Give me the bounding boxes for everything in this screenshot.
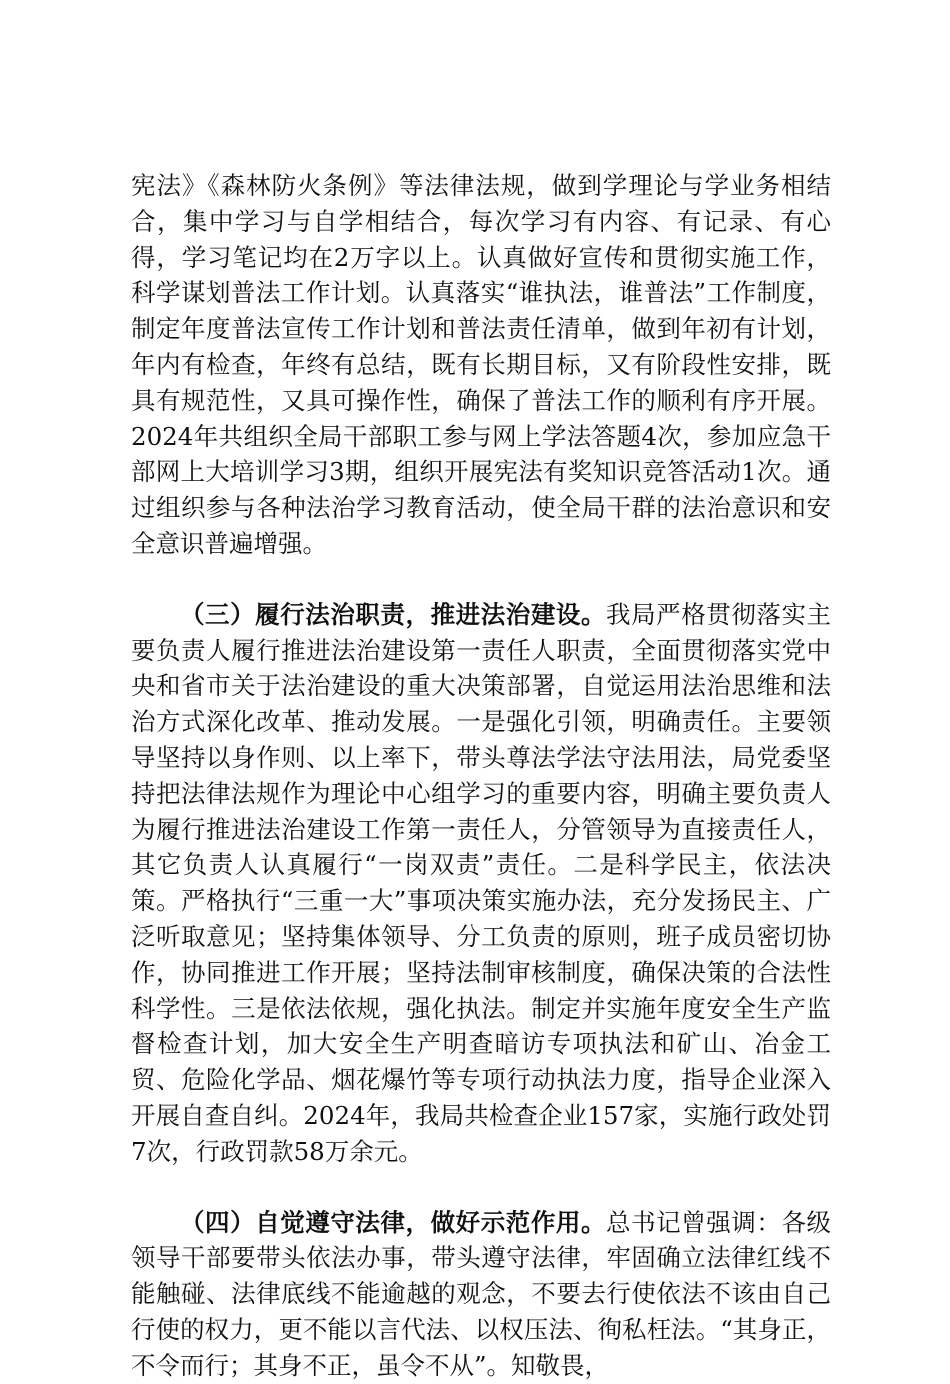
paragraph-3 [131, 1205, 831, 1384]
paragraph-1-body: 宪法》《森林防火条例》等法律法规，做到学理论与学业务相结合，集中学习与自学相结合，每次学习有内容、有记录、有心得，学习笔记均在2万字以上。认真做好宣传和贯彻实施工作，科学谋划普法工作计划。认真落实“谁执法，谁普法”工作制度，制定年度普法宣传工作计划和普法责任清单，做到年初有计划，年内有检查，年终有总结，既有长期目标，又有阶段性安排，既具有规范性，又具可操作性，确保了普法工作的顺利有序开展。2024年共组织全局干部职工参与网上学法答题4次，参加应急干部网上大培训学习3期，组织开展宪法有奖知识竞答活动1次。通过组织参与各种法治学习教育活动，使全局干群的法治意识和安全意识普遍增强。 [131, 171, 831, 558]
section-4-heading: （四）自觉遵守法律，做好示范作用。 [180, 1207, 607, 1237]
document-page [131, 168, 831, 1384]
section-3-heading: （三）履行法治职责，推进法治建设。 [180, 599, 607, 629]
paragraph-2-body: 我局严格贯彻落实主要负责人履行推进法治建设第一责任人职责，全面贯彻落实党中央和省市关于法治建设的重大决策部署，自觉运用法治思维和法治方式深化改革、推动发展。一是强化引领，明确责任。主要领导坚持以身作则、以上率下，带头尊法学法守法用法，局党委坚持把法律法规作为理论中心组学习的重要内容，明确主要负责人为履行推进法治建设工作第一责任人，分管领导为直接责任人，其它负责人认真履行“一岗双责”责任。二是科学民主，依法决策。严格执行“三重一大”事项决策实施办法，充分发扬民主、广泛听取意见；坚持集体领导、分工负责的原则，班子成员密切协作，协同推进工作开展；坚持法制审核制度，确保决策的合法性科学性。三是依法依规，强化执法。制定并实施年度安全生产监督检查计划，加大安全生产明查暗访专项执法和矿山、冶金工贸、危险化学品、烟花爆竹等专项行动执法力度，指导企业深入开展自查自纠。2024年，我局共检查企业157家，实施行政处罚7次，行政罚款58万余元。 [131, 599, 832, 1166]
paragraph-1 [131, 168, 831, 562]
paragraph-2 [131, 597, 831, 1170]
paragraph-3-body: 总书记曾强调：各级领导干部要带头依法办事，带头遵守法律，牢固确立法律红线不能触碰、法律底线不能逾越的观念，不要去行使依法不该由自己行使的权力，更不能以言代法、以权压法、徇私枉法。“其身正，不令而行；其身不正，虽令不从”。知敬畏， [131, 1207, 832, 1380]
